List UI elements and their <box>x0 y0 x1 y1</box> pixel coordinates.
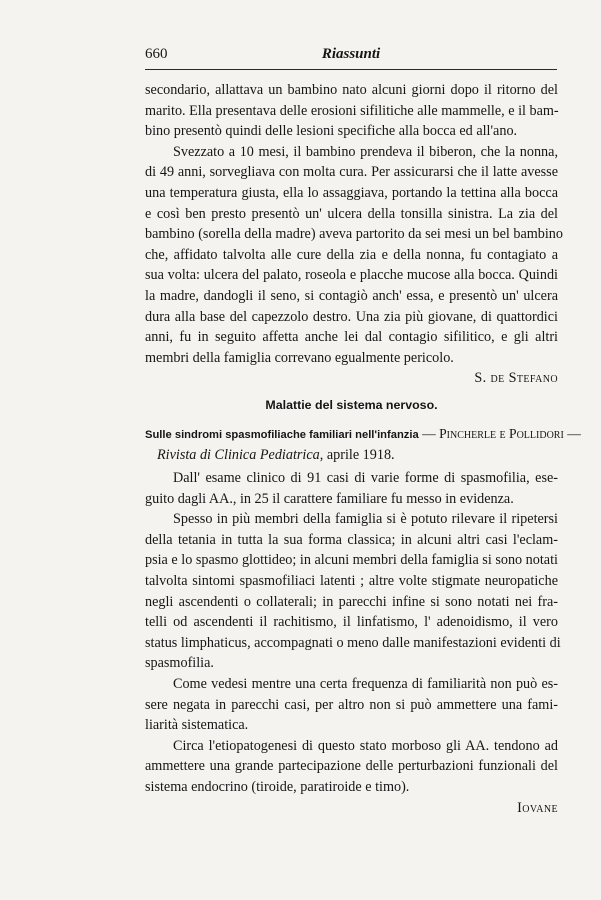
text-line: status limphaticus, accompagnati o meno dalle manifestazioni evidenti di <box>145 634 561 651</box>
text-line: liarità sistematica. <box>145 717 249 734</box>
text-line: Spesso in più membri della famiglia si è potuto rilevare il ripetersi <box>173 511 558 528</box>
text-line: la madre, dandogli il seno, si contagiò anch' essa, e presentò un' ulcera <box>145 287 558 304</box>
text-line: secondario, allattava un bambino nato alcuni giorni dopo il ritorno del <box>145 82 558 98</box>
article-signature <box>145 798 558 819</box>
article <box>145 424 581 818</box>
text-line: negli ascendenti o collaterali; in parecchi infine si sono notati nei fra- <box>145 593 558 610</box>
previous-article-signature <box>145 368 558 389</box>
journal-name: Rivista di Clinica Pediatrica <box>157 446 320 463</box>
section-heading: Malattie del sistema nervoso. <box>265 397 438 412</box>
text-line: Svezzato a 10 mesi, il bambino prendeva il biberon, che la nonna, <box>173 143 558 160</box>
text-line: dura alla base del capezzolo destro. Una zia più giovane, di quattordici <box>145 308 558 325</box>
text-line: e così ben presto presentò un' ulcera della tonsilla sinistra. La zia del <box>145 205 558 222</box>
article-authors: Pincherle e Pollidori — <box>439 425 581 441</box>
text-line: ammettere una grande partecipazione delle perturbazioni funzionali del <box>145 758 558 775</box>
signature-text: Iovane <box>517 799 558 816</box>
journal-date: , aprile 1918. <box>319 446 395 463</box>
text-line: membri della famiglia correvano egualmente pericolo. <box>145 349 454 366</box>
running-header <box>145 46 557 68</box>
text-line: della tetania in tutta la sua forma classica; in alcuni altri casi l'eclam- <box>145 531 558 548</box>
signature-text: S. de Stefano <box>474 370 558 387</box>
text-line: sere negata in parecchi casi, per altro non si può ammettere una fami- <box>145 696 558 713</box>
previous-article-text <box>145 80 563 389</box>
text-line: psia e lo spasmo glottideo; in alcuni membri della famiglia si sono notati <box>145 552 558 569</box>
running-title: Riassunti <box>321 46 381 62</box>
header-rule <box>145 69 557 70</box>
page-number: 660 <box>145 46 168 62</box>
page-body <box>145 80 581 818</box>
text-line: anni, fu in seguito affetta anche lei dal contagio sifilitico, e gli altri <box>145 329 558 346</box>
text-line: di 49 anni, sorvegliava con molta cura. Per assicurarsi che il latte avesse <box>145 164 558 181</box>
article-source-line <box>145 445 558 466</box>
text-line: bino presentò quindi delle lesioni specifiche alla bocca ed all'ano. <box>145 123 518 140</box>
text-line: bambino (sorella della madre) aveva partorito da sei mesi un bel bambino <box>145 226 563 243</box>
text-line: una temperatura giusta, ella lo assaggiava, portando la tettina alla bocca <box>145 184 558 201</box>
text-line: Dall' esame clinico di 91 casi di varie forme di spasmofilia, ese- <box>173 470 558 487</box>
text-line: Come vedesi mentre una certa frequenza di familiarità non può es- <box>173 676 558 693</box>
text-line: marito. Ella presentava delle erosioni sifilitiche alle mammelle, e il bam- <box>145 102 559 119</box>
text-line: spasmofilia. <box>145 655 214 672</box>
title-dash: — <box>418 425 440 441</box>
text-line: sistema endocrino (tiroide, paratiroide e timo). <box>145 779 410 795</box>
text-line: Circa l'etiopatogenesi di questo stato morboso gli AA. tendono ad <box>173 737 558 754</box>
text-line: guito dagli AA., in 25 il carattere familiare fu messo in evidenza. <box>145 490 514 507</box>
text-line: che, affidato talvolta alle cure della zia e della nonna, fu contagiato a <box>145 246 558 263</box>
text-line: talvolta sintomi spasmofiliaci latenti ; altre volte stigmate neuropatiche <box>145 573 558 590</box>
text-line: sua volta: ulcera del palato, roseola e placche mucose alla bocca. Quindi <box>145 267 558 284</box>
article-title: Sulle sindromi spasmofiliache familiari nell'infanzia <box>145 428 419 441</box>
text-line: telli od ascendenti il rachitismo, il linfatismo, l' adenoidismo, il vero <box>145 614 558 631</box>
article-title-line <box>145 424 581 445</box>
